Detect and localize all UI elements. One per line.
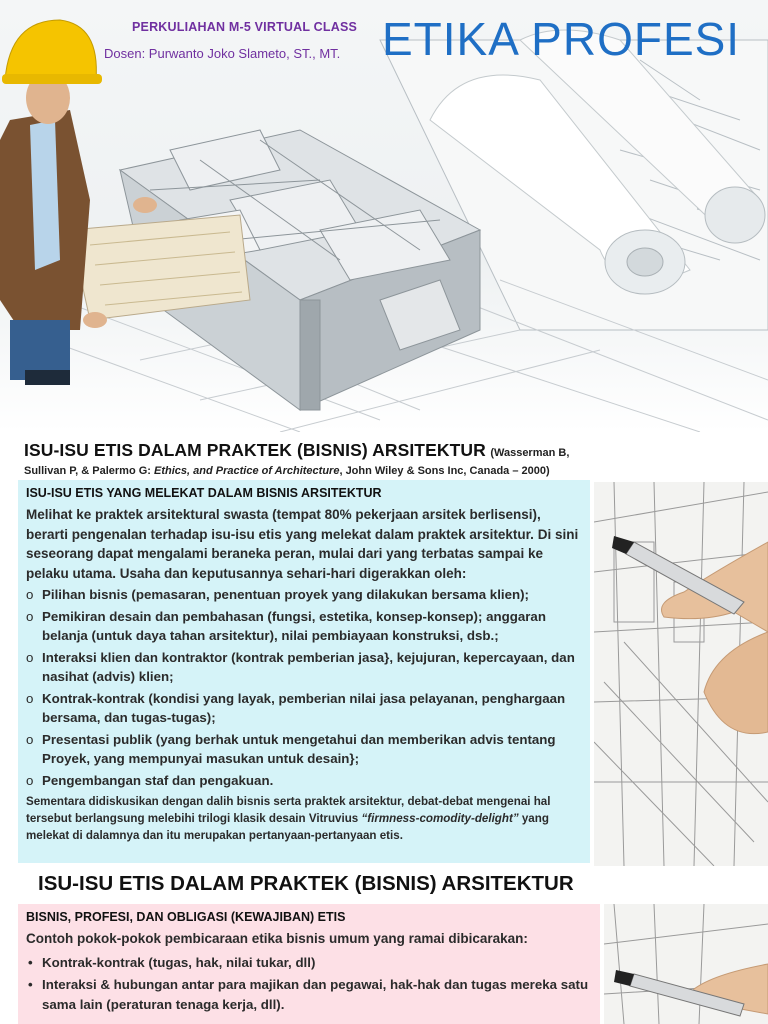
bullet-marker: • bbox=[28, 977, 33, 992]
bullet-marker: o bbox=[26, 690, 34, 706]
citation-authors-cont: Sullivan P, & Palermo G: bbox=[24, 465, 155, 477]
list-item: o Pemikiran desain dan pembahasan (fungsi, estetika, konsep-konsep); anggaran belanja (untuk daya tahan arsitektur), nilai pembiayaan konstruksi, dsb.; bbox=[26, 608, 546, 643]
list-item: o Presentasi publik (yang berhak untuk mengetahui dan memberikan advis tentang Proyek, yang mempunyai masukan untuk desain}; bbox=[26, 731, 556, 766]
citation-publisher: , John Wiley & Sons Inc, Canada – 2000) bbox=[339, 465, 550, 477]
bullet-marker: o bbox=[26, 608, 34, 624]
citation-book: Ethics, and Practice of Architecture bbox=[154, 465, 340, 477]
section1-closing: Sementara didiskusikan dengan dalih bisnis serta praktek arsitektur, debat-debat mengenai hal tersebut berlangsung melebihi trilogi klasik desain Vitruvius “firmness-comodity-delight” yang melekat di dalamnya dan itu merupakan pertanyaan-pertanyaan etis. bbox=[26, 795, 551, 842]
bullet-marker: o bbox=[26, 649, 34, 665]
lecturer-label: Dosen: Purwanto Joko Slameto, ST., MT. bbox=[104, 46, 341, 61]
list-item: o Kontrak-kontrak (kondisi yang layak, pemberian nilai jasa pelayanan, penghargaan bersama, dan tugas-tugas); bbox=[26, 690, 566, 725]
section1-box-heading: ISU-ISU ETIS YANG MELEKAT DALAM BISNIS ARSITEKTUR bbox=[26, 486, 382, 500]
citation-details bbox=[24, 465, 764, 477]
sketch-drawing-illustration bbox=[594, 482, 768, 866]
bullet-marker: o bbox=[26, 587, 34, 602]
list-item: • Kontrak-kontrak (tugas, hak, nilai tukar, dll) bbox=[26, 953, 594, 973]
citation-authors: (Wasserman B, bbox=[490, 447, 570, 459]
section1-intro: Melihat ke praktek arsitektural swasta (tempat 80% pekerjaan arsitek berlisensi), berarti pengenalan terhadap isu-isu etis yang melekat dalam praktek arsitektur. Di sini seseorang dapat mengalami beraneka peran, mulai dari yang terbatas sampai ke pelaku utama. Usaha dan keputusannya sehari-hari digerakkan oleh: bbox=[26, 507, 579, 581]
bullet-marker: o bbox=[26, 772, 34, 788]
section1-content-box bbox=[18, 480, 590, 863]
list-item: o Interaksi klien dan kontraktor (kontrak pemberian jasa}, kejujuran, kepercayaan, dan nasihat (advis) klien; bbox=[26, 649, 575, 684]
list-item: o Pilihan bisnis (pemasaran, penentuan proyek yang dilakukan bersama klien); bbox=[26, 585, 584, 605]
page-title: ETIKA PROFESI bbox=[382, 13, 741, 65]
sketch-drawing-illustration-2 bbox=[604, 904, 768, 1024]
section2-intro: Contoh pokok-pokok pembicaraan etika bisnis umum yang ramai dibicarakan: bbox=[26, 931, 528, 946]
list-item: o Pengembangan staf dan pengakuan. bbox=[26, 771, 584, 791]
section1-title: ISU-ISU ETIS DALAM PRAKTEK (BISNIS) ARSITEKTUR bbox=[24, 440, 486, 460]
section1-heading bbox=[24, 440, 764, 477]
course-label: PERKULIAHAN M-5 VIRTUAL CLASS bbox=[132, 20, 358, 34]
section2-bullet-list bbox=[26, 953, 594, 1015]
section2-title: ISU-ISU ETIS DALAM PRAKTEK (BISNIS) ARSITEKTUR bbox=[38, 872, 574, 895]
header-illustration bbox=[0, 0, 768, 432]
bullet-marker: • bbox=[28, 954, 33, 970]
list-item: • Interaksi & hubungan antar para majikan dan pegawai, hak-hak dan tugas mereka satu sama lain (peraturan tenaga kerja, dll). bbox=[28, 977, 589, 1012]
drawing-hand-image-2 bbox=[604, 904, 768, 1024]
drawing-hand-image bbox=[594, 482, 768, 866]
section1-bullet-list bbox=[26, 585, 584, 790]
section2-content-box bbox=[18, 904, 600, 1024]
section2-box-heading: BISNIS, PROFESI, DAN OBLIGASI (KEWAJIBAN) ETIS bbox=[26, 910, 346, 924]
vitruvius-quote: “firmness-comodity-delight” bbox=[361, 812, 519, 825]
bullet-marker: o bbox=[26, 731, 34, 747]
